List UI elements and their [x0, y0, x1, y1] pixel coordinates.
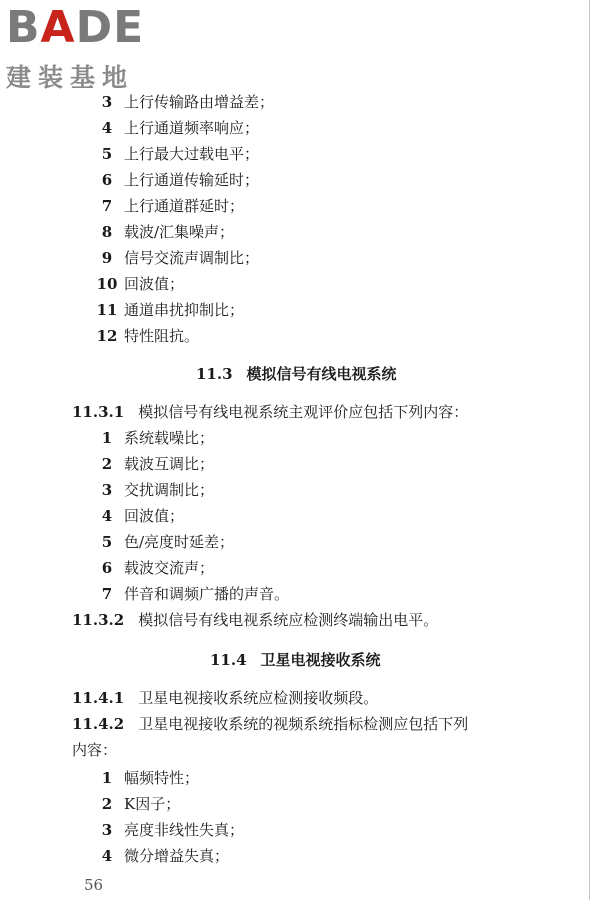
clause: 11.4.2 卫星电视接收系统的视频系统指标检测应包括下列	[72, 715, 469, 733]
list-item: 4 微分增益失真；	[101, 847, 230, 865]
page-number: 56	[84, 876, 104, 894]
clause: 11.4.1 卫星电视接收系统应检测接收频段。	[72, 689, 379, 707]
list-item: 5 上行最大过载电平；	[101, 145, 260, 163]
list-item: 3 交扰调制比；	[101, 481, 215, 499]
list-item: 6 载波交流声；	[101, 559, 215, 577]
logo-subtitle: 建装基地	[6, 63, 135, 92]
clause: 11.3.2 模拟信号有线电视系统应检测终端输出电平。	[72, 611, 439, 629]
list-item: 2 K因子；	[101, 795, 181, 813]
logo-wordmark: BADE	[6, 2, 145, 53]
list-item: 9 信号交流声调制比；	[101, 249, 260, 267]
list-item: 4 上行通道频率响应；	[101, 119, 260, 137]
list-item: 11 通道串扰抑制比；	[96, 301, 245, 319]
list-item: 3 上行传输路由增益差；	[101, 93, 275, 111]
list-item: 7 伴音和调频广播的声音。	[101, 585, 290, 603]
section-heading: 11.3 模拟信号有线电视系统	[196, 365, 397, 383]
section-heading: 11.4 卫星电视接收系统	[210, 651, 381, 669]
list-item: 6 上行通道传输延时；	[101, 171, 260, 189]
list-item: 3 亮度非线性失真；	[101, 821, 245, 839]
list-item: 8 载波/汇集噪声；	[101, 223, 235, 241]
list-item: 2 载波互调比；	[101, 455, 215, 473]
watermark-logo	[6, 4, 176, 96]
list-item: 4 回波值；	[101, 507, 185, 525]
list-item: 5 色/亮度时延差；	[101, 533, 235, 551]
list-item: 12 特性阻抗。	[96, 327, 200, 345]
clause-continuation: 内容：	[72, 741, 118, 759]
clause: 11.3.1 模拟信号有线电视系统主观评价应包括下列内容：	[72, 403, 469, 421]
page-edge	[589, 0, 590, 900]
list-item: 1 幅频特性；	[101, 769, 200, 787]
list-item: 1 系统载噪比；	[101, 429, 215, 447]
list-item: 7 上行通道群延时；	[101, 197, 245, 215]
list-item: 10 回波值；	[96, 275, 185, 293]
